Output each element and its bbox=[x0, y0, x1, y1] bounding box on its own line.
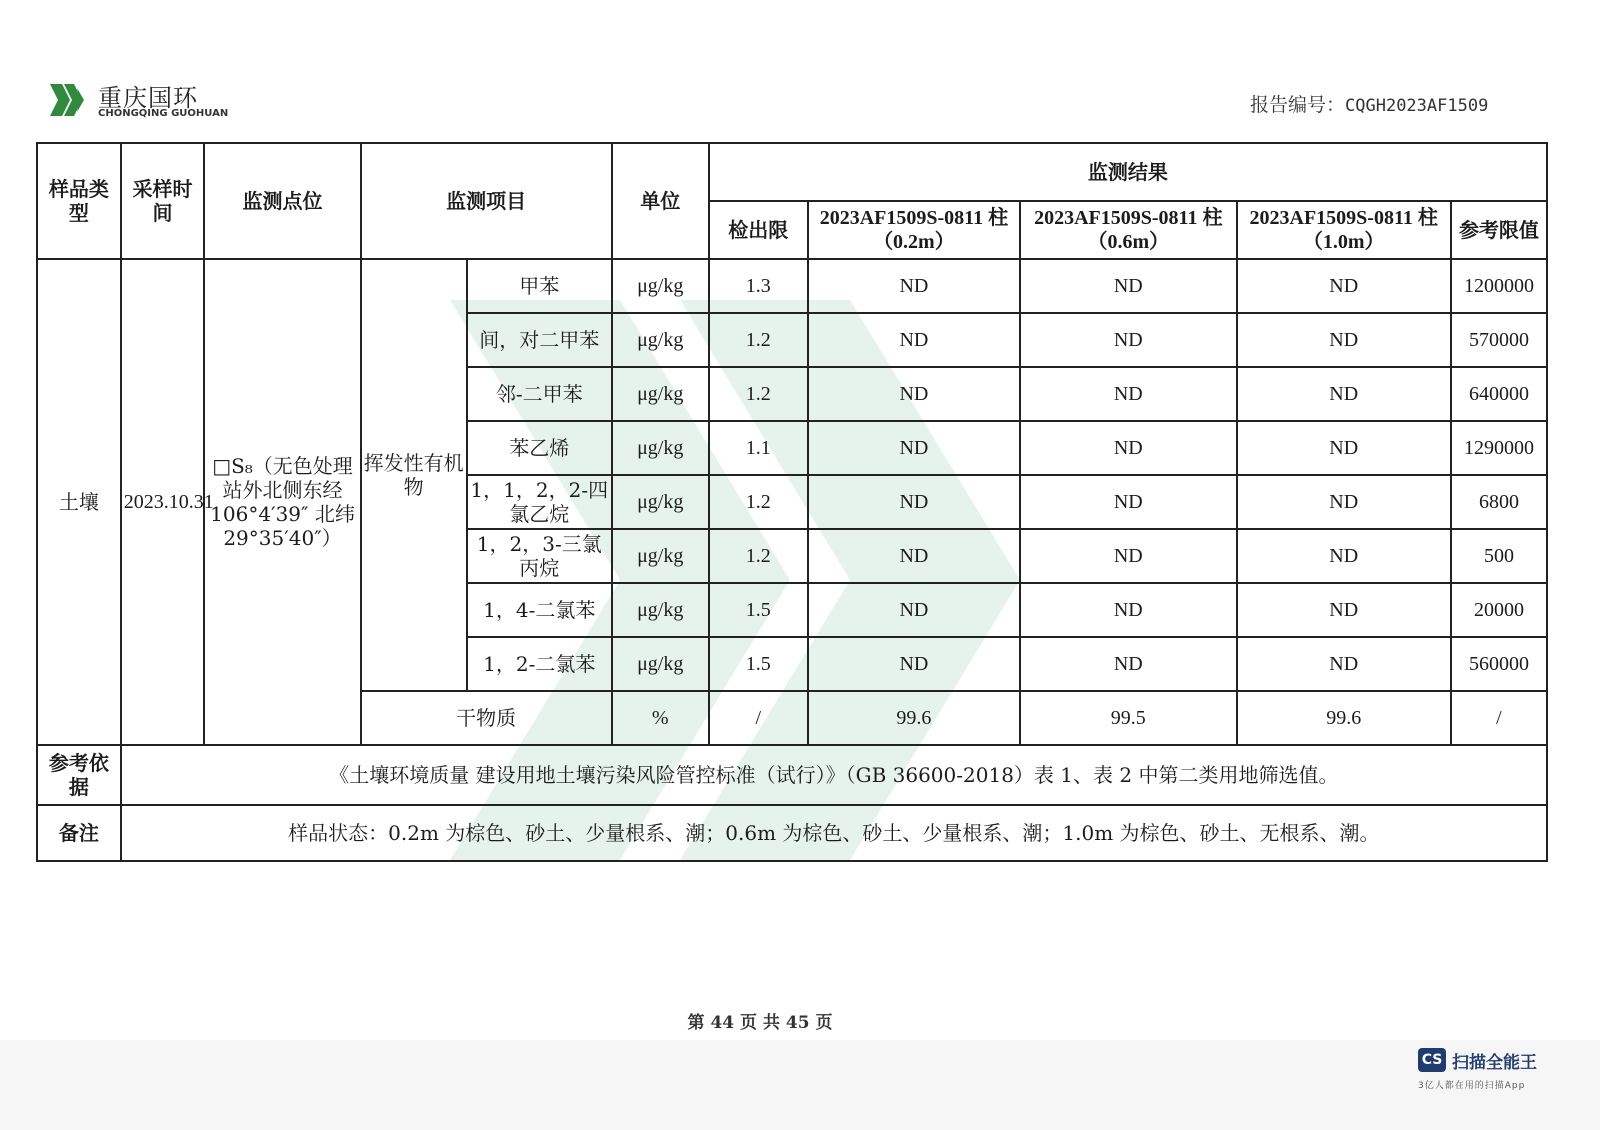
result-cell: ND bbox=[1020, 421, 1236, 475]
result-cell: ND bbox=[1237, 259, 1451, 313]
reference-cell: 570000 bbox=[1451, 313, 1547, 367]
item-cell: 间，对二甲苯 bbox=[467, 313, 612, 367]
reference-basis-label: 参考依据 bbox=[37, 745, 121, 805]
result-cell: ND bbox=[808, 259, 1020, 313]
header-sample-type: 样品类型 bbox=[37, 143, 121, 259]
limit-cell: 1.2 bbox=[709, 313, 808, 367]
location-cell: □S₈（无色处理站外北侧东经106°4′39″ 北纬 29°35′40″） bbox=[204, 259, 360, 745]
reference-cell: 560000 bbox=[1451, 637, 1547, 691]
limit-cell: 1.2 bbox=[709, 367, 808, 421]
report-number bbox=[1250, 90, 1488, 117]
reference-cell: 6800 bbox=[1451, 475, 1547, 529]
reference-cell: 1200000 bbox=[1451, 259, 1547, 313]
result-cell: ND bbox=[808, 529, 1020, 583]
result-cell: ND bbox=[1020, 367, 1236, 421]
limit-cell: 1.3 bbox=[709, 259, 808, 313]
result-cell: ND bbox=[1237, 367, 1451, 421]
reference-cell: 20000 bbox=[1451, 583, 1547, 637]
result-cell: ND bbox=[808, 637, 1020, 691]
monitoring-results-table bbox=[36, 142, 1548, 862]
item-cell: 1，4-二氯苯 bbox=[467, 583, 612, 637]
report-number-value: CQGH2023AF1509 bbox=[1345, 96, 1489, 116]
dry-matter-limit-cell: / bbox=[709, 691, 808, 745]
header-sample-2: 2023AF1509S-0811 柱（0.6m） bbox=[1020, 201, 1236, 259]
table-row-reference-basis bbox=[37, 745, 1547, 805]
unit-cell: μg/kg bbox=[612, 529, 709, 583]
result-cell: ND bbox=[1237, 475, 1451, 529]
category-cell: 挥发性有机物 bbox=[361, 259, 467, 691]
header-detection-limit: 检出限 bbox=[709, 201, 808, 259]
result-cell: ND bbox=[1237, 313, 1451, 367]
result-cell: ND bbox=[808, 421, 1020, 475]
unit-cell: μg/kg bbox=[612, 475, 709, 529]
report-number-label: 报告编号： bbox=[1250, 94, 1346, 116]
header-location: 监测点位 bbox=[204, 143, 360, 259]
dry-matter-unit-cell: % bbox=[612, 691, 709, 745]
scanner-app-name: 扫描全能王 bbox=[1452, 1053, 1537, 1073]
limit-cell: 1.5 bbox=[709, 583, 808, 637]
result-cell: ND bbox=[808, 367, 1020, 421]
page-number: 第 44 页 共 45 页 bbox=[687, 1013, 833, 1033]
header-unit: 单位 bbox=[612, 143, 709, 259]
unit-cell: μg/kg bbox=[612, 259, 709, 313]
dry-matter-reference-cell: / bbox=[1451, 691, 1547, 745]
sample-time-cell: 2023.10.31 bbox=[121, 259, 205, 745]
header-sample-time: 采样时间 bbox=[121, 143, 205, 259]
item-cell: 甲苯 bbox=[467, 259, 612, 313]
scanner-app-tagline: 3亿人都在用的扫描App bbox=[1418, 1081, 1526, 1091]
result-cell: ND bbox=[808, 475, 1020, 529]
result-cell: ND bbox=[1237, 637, 1451, 691]
limit-cell: 1.1 bbox=[709, 421, 808, 475]
result-cell: ND bbox=[808, 313, 1020, 367]
unit-cell: μg/kg bbox=[612, 583, 709, 637]
unit-cell: μg/kg bbox=[612, 367, 709, 421]
result-cell: ND bbox=[1237, 421, 1451, 475]
result-cell: ND bbox=[1020, 259, 1236, 313]
result-cell: ND bbox=[1020, 475, 1236, 529]
dry-matter-result-cell: 99.6 bbox=[1237, 691, 1451, 745]
reference-basis-text: 《土壤环境质量 建设用地土壤污染风险管控标准（试行）》（GB 36600-2018）表 1、表 2 中第二类用地筛选值。 bbox=[121, 745, 1547, 805]
result-cell: ND bbox=[808, 583, 1020, 637]
header-sample-1: 2023AF1509S-0811 柱（0.2m） bbox=[808, 201, 1020, 259]
result-cell: ND bbox=[1020, 637, 1236, 691]
unit-cell: μg/kg bbox=[612, 637, 709, 691]
result-cell: ND bbox=[1237, 583, 1451, 637]
item-cell: 苯乙烯 bbox=[467, 421, 612, 475]
unit-cell: μg/kg bbox=[612, 313, 709, 367]
reference-cell: 500 bbox=[1451, 529, 1547, 583]
scan-bottom-shade bbox=[0, 1040, 1600, 1130]
header-sample-3: 2023AF1509S-0811 柱（1.0m） bbox=[1237, 201, 1451, 259]
header-results: 监测结果 bbox=[709, 143, 1547, 201]
scanner-app-icon: CS bbox=[1418, 1048, 1446, 1072]
item-cell: 1，2，3-三氯丙烷 bbox=[467, 529, 612, 583]
result-cell: ND bbox=[1020, 313, 1236, 367]
limit-cell: 1.5 bbox=[709, 637, 808, 691]
limit-cell: 1.2 bbox=[709, 529, 808, 583]
remarks-text: 样品状态：0.2m 为棕色、砂土、少量根系、潮；0.6m 为棕色、砂土、少量根系、潮；1.0m 为棕色、砂土、无根系、潮。 bbox=[121, 805, 1547, 861]
company-name-cn: 重庆国环 bbox=[98, 84, 198, 112]
result-cell: ND bbox=[1020, 529, 1236, 583]
item-cell: 1，2-二氯苯 bbox=[467, 637, 612, 691]
dry-matter-result-cell: 99.5 bbox=[1020, 691, 1236, 745]
header-item: 监测项目 bbox=[361, 143, 612, 259]
item-cell: 邻-二甲苯 bbox=[467, 367, 612, 421]
company-logo-icon bbox=[48, 80, 88, 120]
remarks-label: 备注 bbox=[37, 805, 121, 861]
table-row bbox=[37, 259, 1547, 313]
table-row-remarks bbox=[37, 805, 1547, 861]
dry-matter-result-cell: 99.6 bbox=[808, 691, 1020, 745]
result-cell: ND bbox=[1020, 583, 1236, 637]
limit-cell: 1.2 bbox=[709, 475, 808, 529]
reference-cell: 1290000 bbox=[1451, 421, 1547, 475]
company-name-en: CHONGQING GUOHUAN bbox=[98, 108, 229, 119]
unit-cell: μg/kg bbox=[612, 421, 709, 475]
header-reference-limit: 参考限值 bbox=[1451, 201, 1547, 259]
reference-cell: 640000 bbox=[1451, 367, 1547, 421]
result-cell: ND bbox=[1237, 529, 1451, 583]
dry-matter-item-cell: 干物质 bbox=[361, 691, 612, 745]
sample-type-cell: 土壤 bbox=[37, 259, 121, 745]
item-cell: 1，1，2，2-四氯乙烷 bbox=[467, 475, 612, 529]
